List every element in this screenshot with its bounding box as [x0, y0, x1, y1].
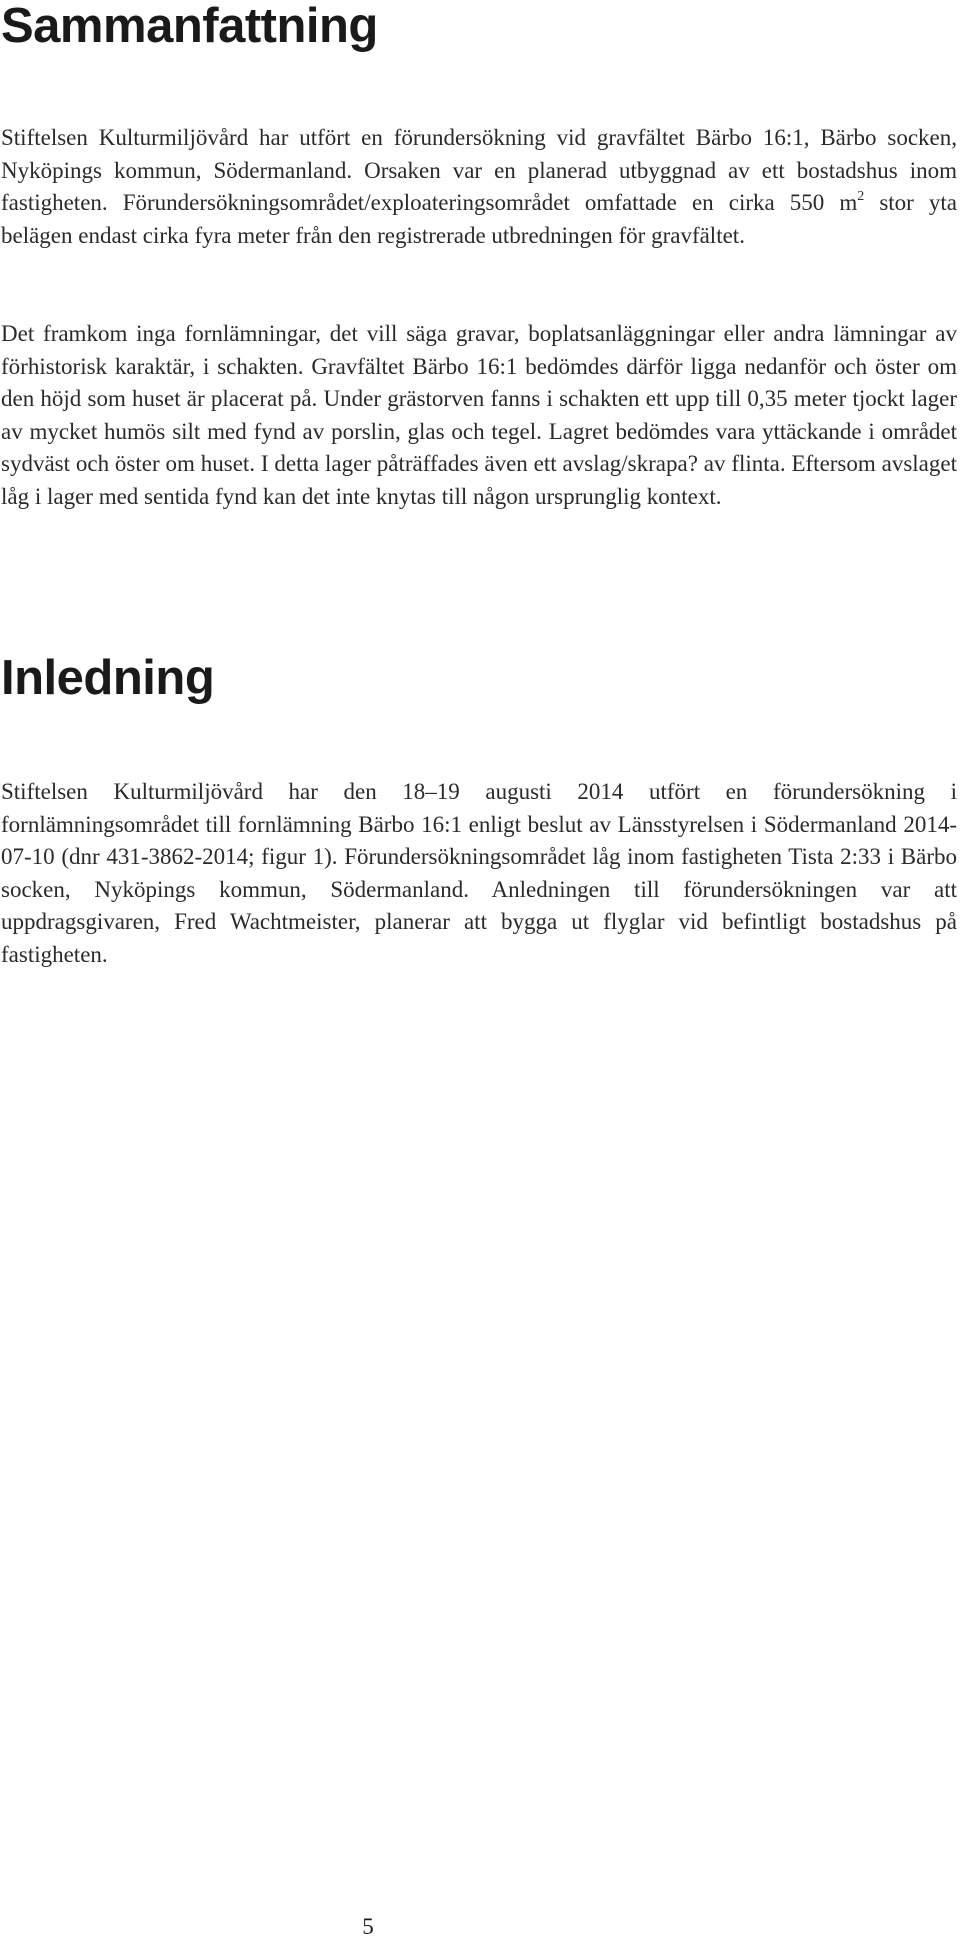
summary-paragraph-1-text-cont: stor yta belägen endast cirka fyra meter från den registrerade utbredningen för gravfältet. [1, 190, 957, 248]
intro-heading: Inledning [1, 651, 215, 705]
summary-paragraph-1-text: Stiftelsen Kulturmiljövård har utfört en förundersökning vid gravfältet Bärbo 16:1, Bärbo socken, Nyköpings kommun, Södermanland. Orsaken var en planerad utbyggnad av ett bostadshus inom fastigheten. Förundersökningsområdet/exploateringsområdet omfattade en cirka 550 m [1, 125, 957, 215]
intro-paragraph-1: Stiftelsen Kulturmiljövård har den 18–19 augusti 2014 utfört en förundersökning i fornlämningsområdet till fornlämning Bärbo 16:1 enligt beslut av Länsstyrelsen i Södermanland 2014-07-10 (dnr 431-3862-2014; figur 1). Förundersökningsområdet låg inom fastigheten Tista 2:33 i Bärbo socken, Nyköpings kommun, Södermanland. Anledningen till förundersökningen var att uppdragsgivaren, Fred Wachtmeister, planerar att bygga ut flyglar vid befintligt bostadshus på fastigheten. [1, 779, 957, 967]
summary-paragraph-1 [1, 122, 957, 252]
area-unit-superscript: 2 [857, 189, 865, 205]
page-number: 5 [362, 1914, 374, 1939]
summary-paragraph-2: Det framkom inga fornlämningar, det vill säga gravar, boplatsanläggningar eller andra lämningar av förhistorisk karaktär, i schakten. Gravfältet Bärbo 16:1 bedömdes därför ligga nedanför och öster om den höjd som huset är placerat på. Under grästorven fanns i schakten ett upp till 0,35 meter tjockt lager av mycket humös silt med fynd av porslin, glas och tegel. Lagret bedömdes vara yttäckande i området sydväst och öster om huset. I detta lager påträffades även ett avslag/skrapa? av flinta. Eftersom avslaget låg i lager med sentida fynd kan det inte knytas till någon ursprunglig kontext. [1, 321, 957, 509]
summary-heading: Sammanfattning [1, 0, 378, 53]
